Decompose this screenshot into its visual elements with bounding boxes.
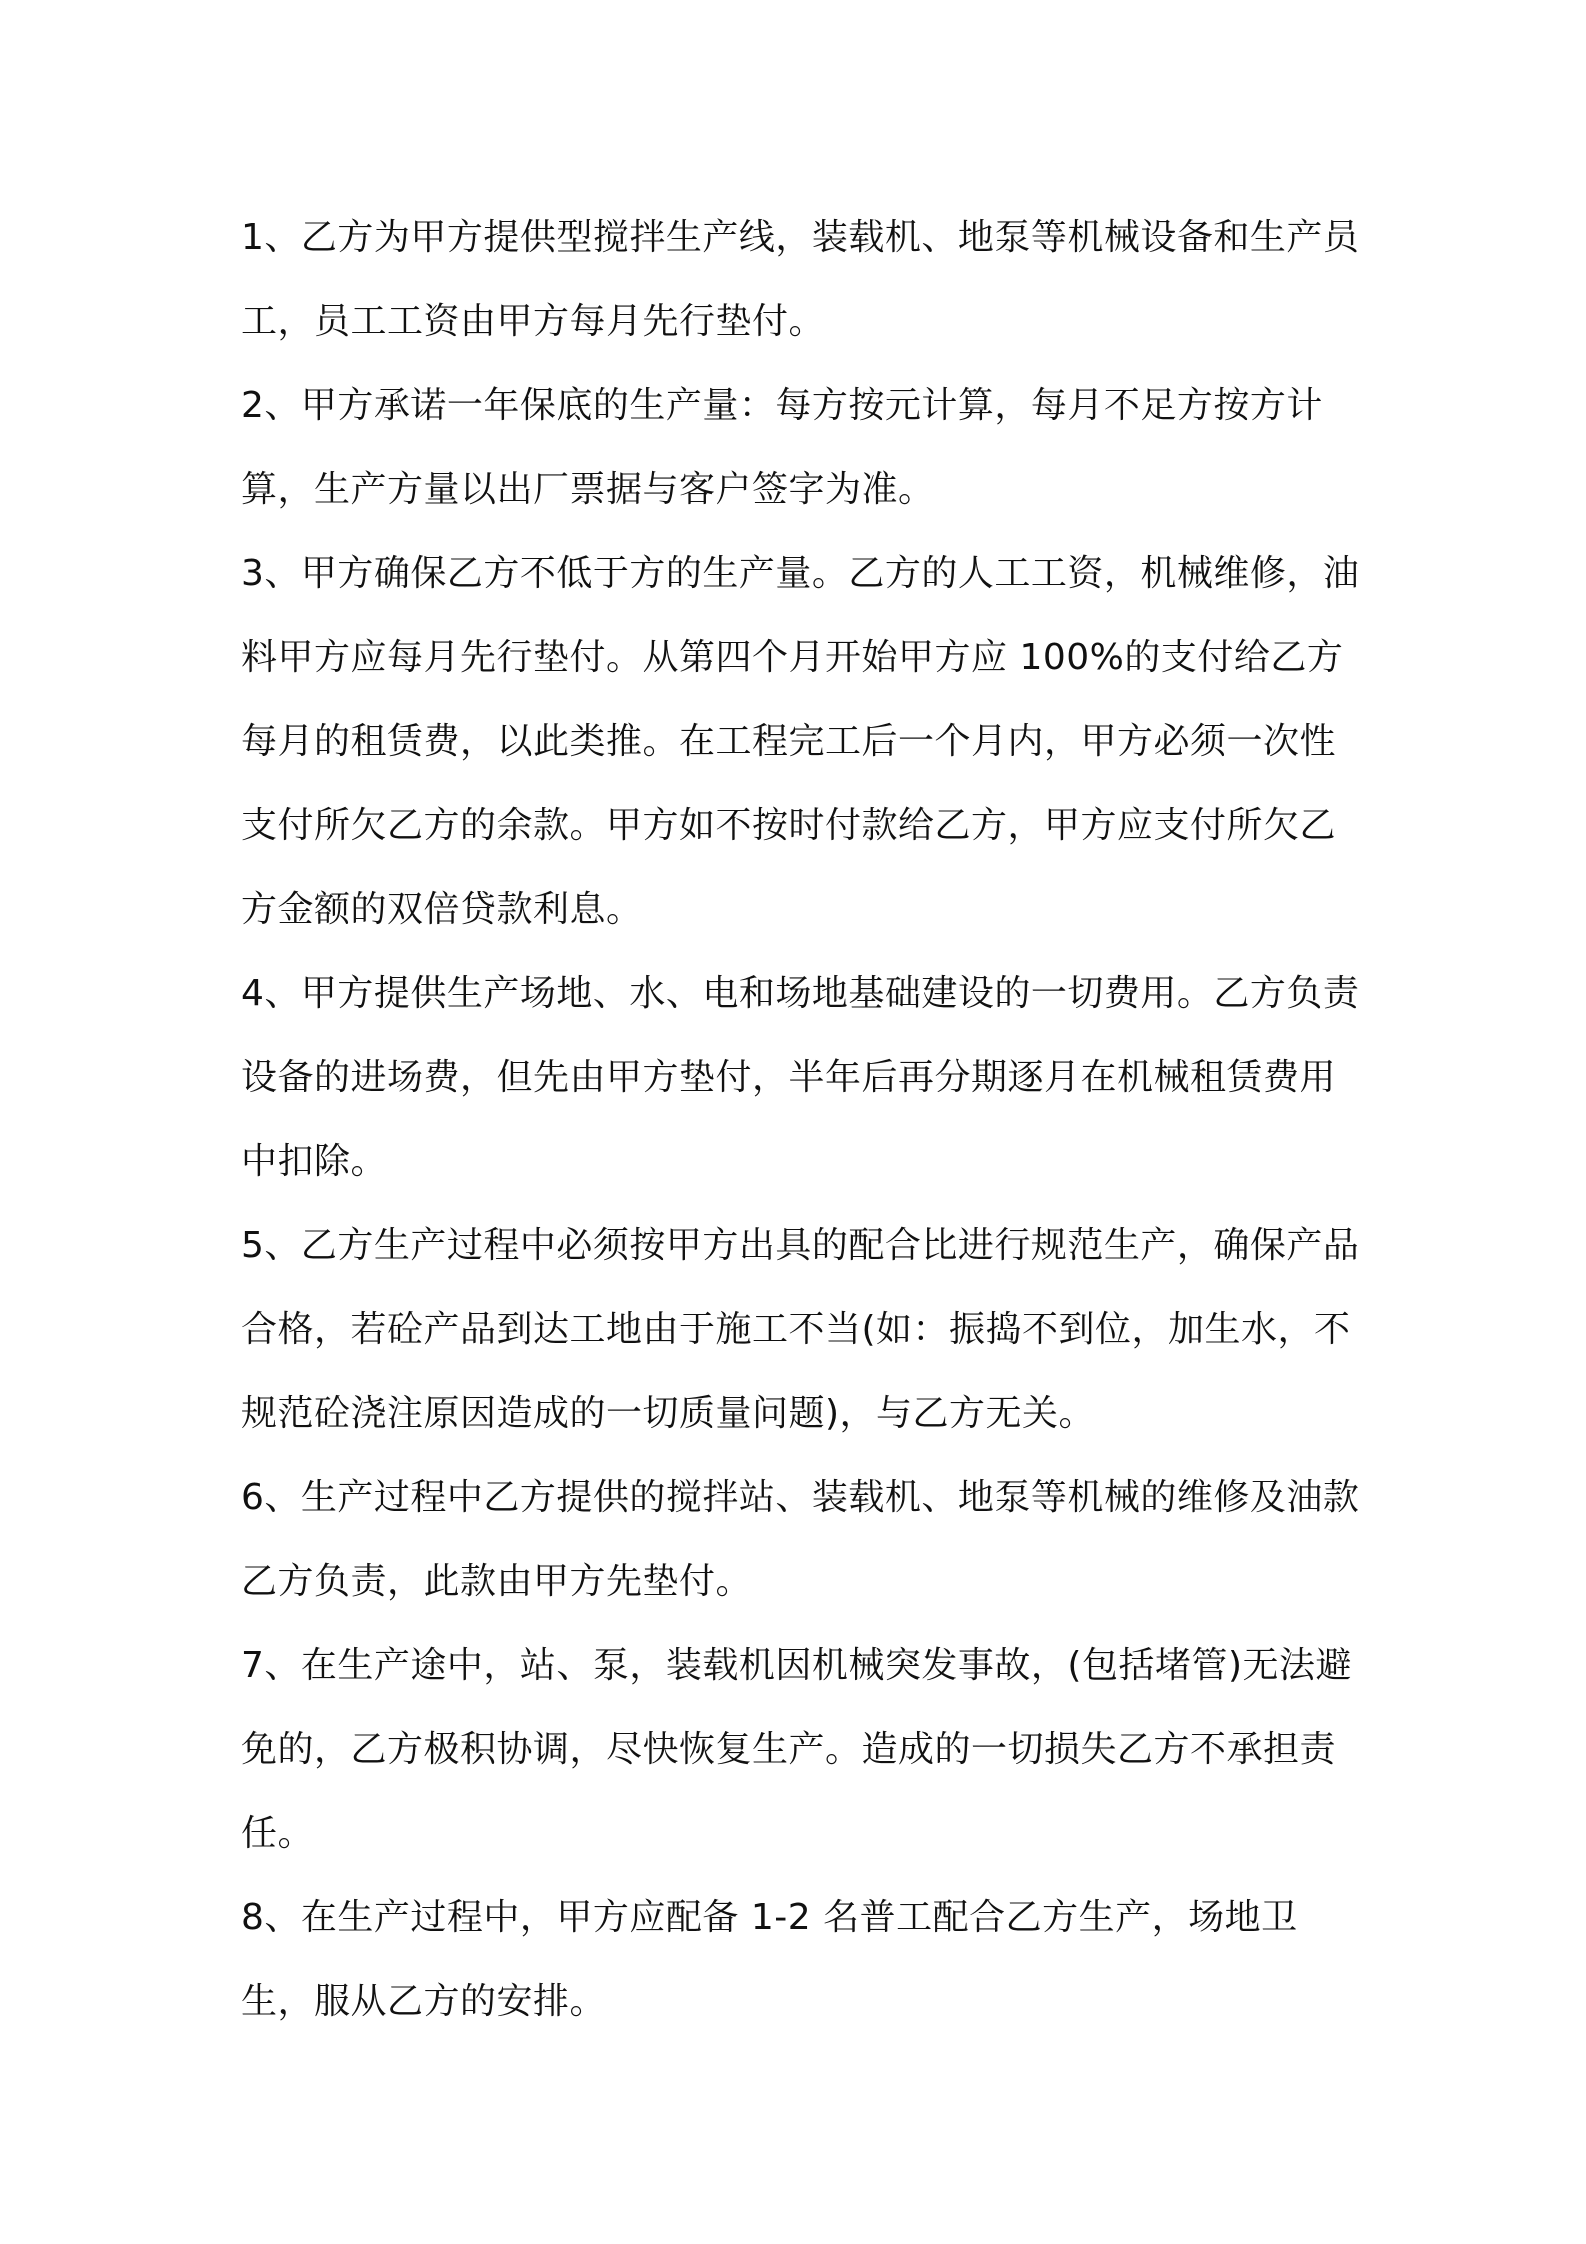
clause-3: 3、甲方确保乙方不低于方的生产量。乙方的人工工资，机械维修，油料甲方应每月先行垫付。从第四个月开始甲方应 100%的支付给乙方每月的租赁费，以此类推。在工程完工后一个月内，甲方必须一次性支付所欠乙方的余款。甲方如不按时付款给乙方，甲方应支付所欠乙方金额的双倍贷款利息。 <box>241 553 1360 930</box>
clause-7: 7、在生产途中，站、泵，装载机因机械突发事故，(包括堵管)无法避免的，乙方极积协调，尽快恢复生产。造成的一切损失乙方不承担责任。 <box>241 1645 1352 1854</box>
clause-4: 4、甲方提供生产场地、水、电和场地基础建设的一切费用。乙方负责设备的进场费，但先由甲方垫付，半年后再分期逐月在机械租赁费用中扣除。 <box>241 973 1360 1182</box>
clause-5: 5、乙方生产过程中必须按甲方出具的配合比进行规范生产，确保产品合格，若砼产品到达工地由于施工不当(如：振捣不到位，加生水，不规范砼浇注原因造成的一切质量问题)，与乙方无关。 <box>241 1225 1360 1434</box>
clause-1: 1、乙方为甲方提供型搅拌生产线，装载机、地泵等机械设备和生产员工，员工工资由甲方每月先行垫付。 <box>241 217 1360 342</box>
clause-6: 6、生产过程中乙方提供的搅拌站、装载机、地泵等机械的维修及油款乙方负责，此款由甲方先垫付。 <box>241 1477 1360 1602</box>
clause-8: 8、在生产过程中，甲方应配备 1-2 名普工配合乙方生产，场地卫生，服从乙方的安排。 <box>241 1897 1298 2022</box>
contract-clauses <box>241 196 1361 2044</box>
clause-2: 2、甲方承诺一年保底的生产量：每方按元计算，每月不足方按方计算，生产方量以出厂票据与客户签字为准。 <box>241 385 1323 510</box>
